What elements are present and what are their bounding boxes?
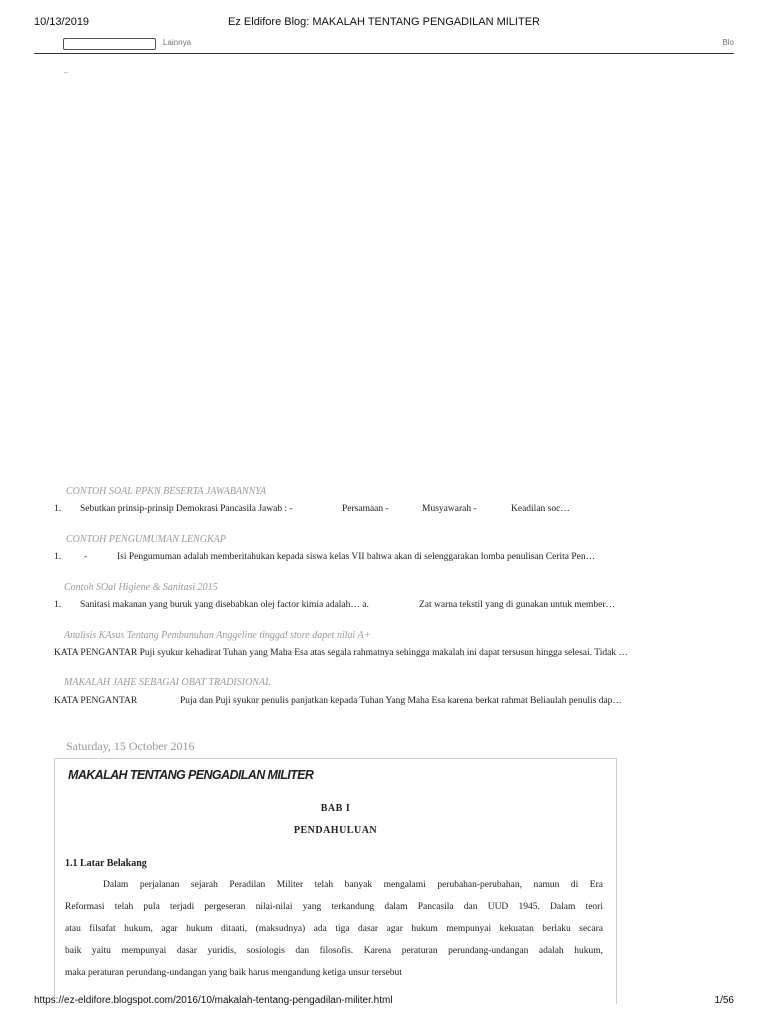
print-date: 10/13/2019 [34, 16, 90, 28]
chapter-title: PENDAHULUAN [293, 825, 378, 836]
post-body-line: Reformasi telah pula terjadi pergeseran nilai-nilai yang terkandung dalam Pancasila dan UUD 1945. Dalam teori [65, 902, 603, 912]
chapter-heading: BAB I [320, 803, 351, 814]
print-page-number: 1/56 [714, 995, 734, 1006]
post-body-line: baik yaitu mempunyai dasar yuridis, sosiologis dan filosofis. Karena peraturan perundang-undangan adalah hukum, [65, 946, 603, 956]
post-body-line: maka peraturan perundang-undangan yang baik harus mengandung ketiga unsur tersebut [65, 968, 402, 978]
post-body-line: Dalam perjalanan sejarah Peradilan Militer telah banyak mengalami perubahan-perubahan, namun di Era [103, 880, 603, 890]
post-title[interactable]: MAKALAH TENTANG PENGADILAN MILITER [68, 768, 314, 782]
popular-post-snippet: 1. Sebutkan prinsip-prinsip Demokrasi Pancasila Jawab : - Persamaan - Musyawarah - Keadilan soc… [54, 504, 570, 514]
search-input[interactable] [63, 38, 156, 50]
header-dash: – [64, 68, 69, 77]
popular-post-title[interactable]: CONTOH SOAL PPKN BESERTA JAWABANNYA [66, 486, 267, 497]
popular-post-title[interactable]: CONTOH PENGUMUMAN LENGKAP [66, 534, 226, 545]
section-heading: 1.1 Latar Belakang [65, 858, 147, 869]
print-page-title: Ez Eldifore Blog: MAKALAH TENTANG PENGADILAN MILITER [228, 16, 540, 28]
popular-post-title[interactable]: Contoh SOal Higiene & Sanitasi 2015 [64, 582, 218, 593]
popular-post-snippet: 1. Sanitasi makanan yang buruk yang disebabkan olej factor kimia adalah… a. Zat warna tekstil yang di gunakan untuk member… [54, 600, 616, 610]
print-url: https://ez-eldifore.blogspot.com/2016/10/makalah-tentang-pengadilan-militer.html [34, 995, 393, 1006]
post-container [54, 758, 617, 1004]
popular-post-snippet: 1. - Isi Pengumuman adalah memberitahukan kepada siswa kelas VII bahwa akan di selenggarakan lomba penulisan Cerita Pen… [54, 552, 596, 562]
navbar-divider [34, 53, 734, 54]
popular-post-title[interactable]: Analisis KAsus Tentang Pembunuhan Anggeline tinggal store dapet nilai A+ [64, 630, 371, 641]
popular-post-snippet: KATA PENGANTAR Puji syukur kehadirat Tuhan yang Maha Esa atas segala rahmatnya sehingga makalah ini dapat tersusun hingga selesai. Tidak … [54, 648, 628, 658]
next-blog-link[interactable]: Lainnya [163, 38, 192, 47]
create-blog-link[interactable]: Blo [722, 38, 734, 47]
popular-post-title[interactable]: MAKALAH JAHE SEBAGAI OBAT TRADISIONAL [64, 677, 271, 688]
popular-post-snippet: KATA PENGANTAR Puja dan Puji syukur penulis panjatkan kepada Tuhan Yang Maha Esa karena berkat rahmat Beliaulah penulis dap… [54, 696, 622, 706]
post-body-line: atau filsafat hukum, agar hukum ditaati, (maksudnya) ada tiga dasar agar hukum mempunyai kekuatan berlaku secara [65, 924, 603, 934]
post-date-header: Saturday, 15 October 2016 [66, 739, 195, 753]
